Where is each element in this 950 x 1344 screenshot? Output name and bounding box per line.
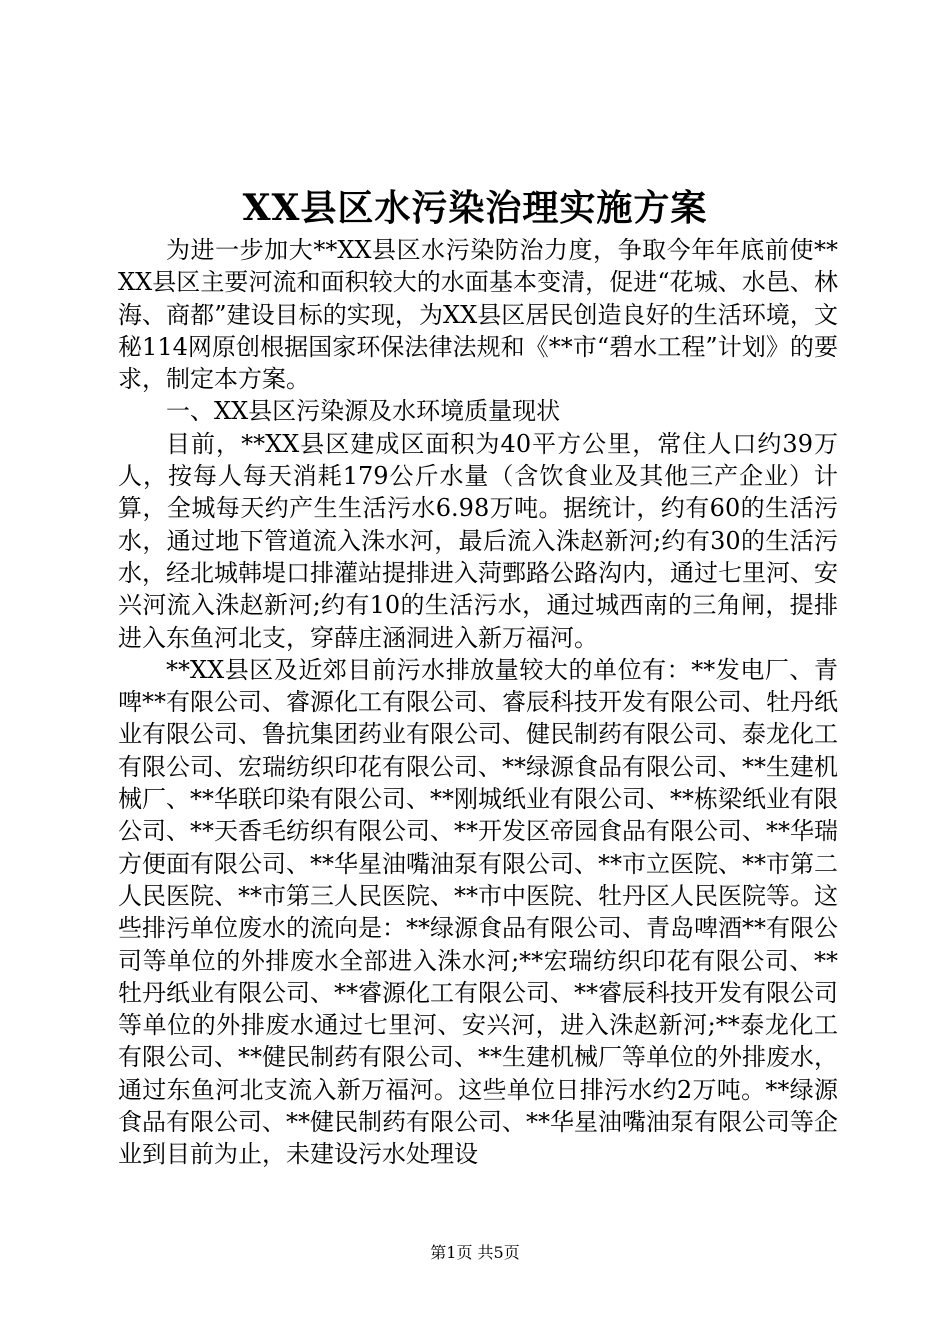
section-heading: 一、XX县区污染源及水环境质量现状	[166, 397, 561, 426]
current-status-paragraph: 目前，**XX县区建成区面积为40平方公里，常住人口约39万人，按每人每天消耗179公斤水量（含饮食业及其他三产企业）计算，全城每天约产生生活污水6.98万吨。据统计，约有60的生活污水，通过地下管道流入洙水河，最后流入洙赵新河;约有30的生活污水，经北城韩堤口排灌站提排进入菏鄄路公路沟内，通过七里河、安兴河流入洙赵新河;约有10的生活污水，通过城西南的三角闸，提排进入东鱼河北支，穿薛庄涵洞进入新万福河。	[118, 429, 838, 652]
document-title: XX县区水污染治理实施方案	[242, 187, 708, 229]
document-body	[118, 234, 838, 1171]
pollution-units-paragraph: **XX县区及近郊目前污水排放量较大的单位有：**发电厂、青啤**有限公司、睿源化工有限公司、睿辰科技开发有限公司、牡丹纸业有限公司、鲁抗集团药业有限公司、健民制药有限公司、泰龙化工有限公司、宏瑞纺织印花有限公司、**绿源食品有限公司、**生建机械厂、**华联印染有限公司、**刚城纸业有限公司、**栋梁纸业有限公司、**天香毛纺织有限公司、**开发区帝园食品有限公司、**华瑞方便面有限公司、**华星油嘴油泵有限公司、**市立医院、**市第二人民医院、**市第三人民医院、**市中医院、牡丹区人民医院等。这些排污单位废水的流向是：**绿源食品有限公司、青岛啤酒**有限公司等单位的外排废水全部进入洙水河;**宏瑞纺织印花有限公司、**牡丹纸业有限公司、**睿源化工有限公司、**睿辰科技开发有限公司等单位的外排废水通过七里河、安兴河，进入洙赵新河;**泰龙化工有限公司、**健民制药有限公司、**生建机械厂等单位的外排废水，通过东鱼河北支流入新万福河。这些单位日排污水约2万吨。**绿源食品有限公司、**健民制药有限公司、**华星油嘴油泵有限公司等企业到目前为止，未建设污水处理设	[118, 655, 838, 1169]
page-number-footer: 第1页 共5页	[430, 1243, 520, 1262]
intro-paragraph: 为进一步加大**XX县区水污染防治力度，争取今年年底前使**XX县区主要河流和面积较大的水面基本变清，促进“花城、水邑、林海、商都”建设目标的实现，为XX县区居民创造良好的生活环境，文秘114网原创根据国家环保法律法规和《**市“碧水工程”计划》的要求，制定本方案。	[118, 236, 838, 394]
